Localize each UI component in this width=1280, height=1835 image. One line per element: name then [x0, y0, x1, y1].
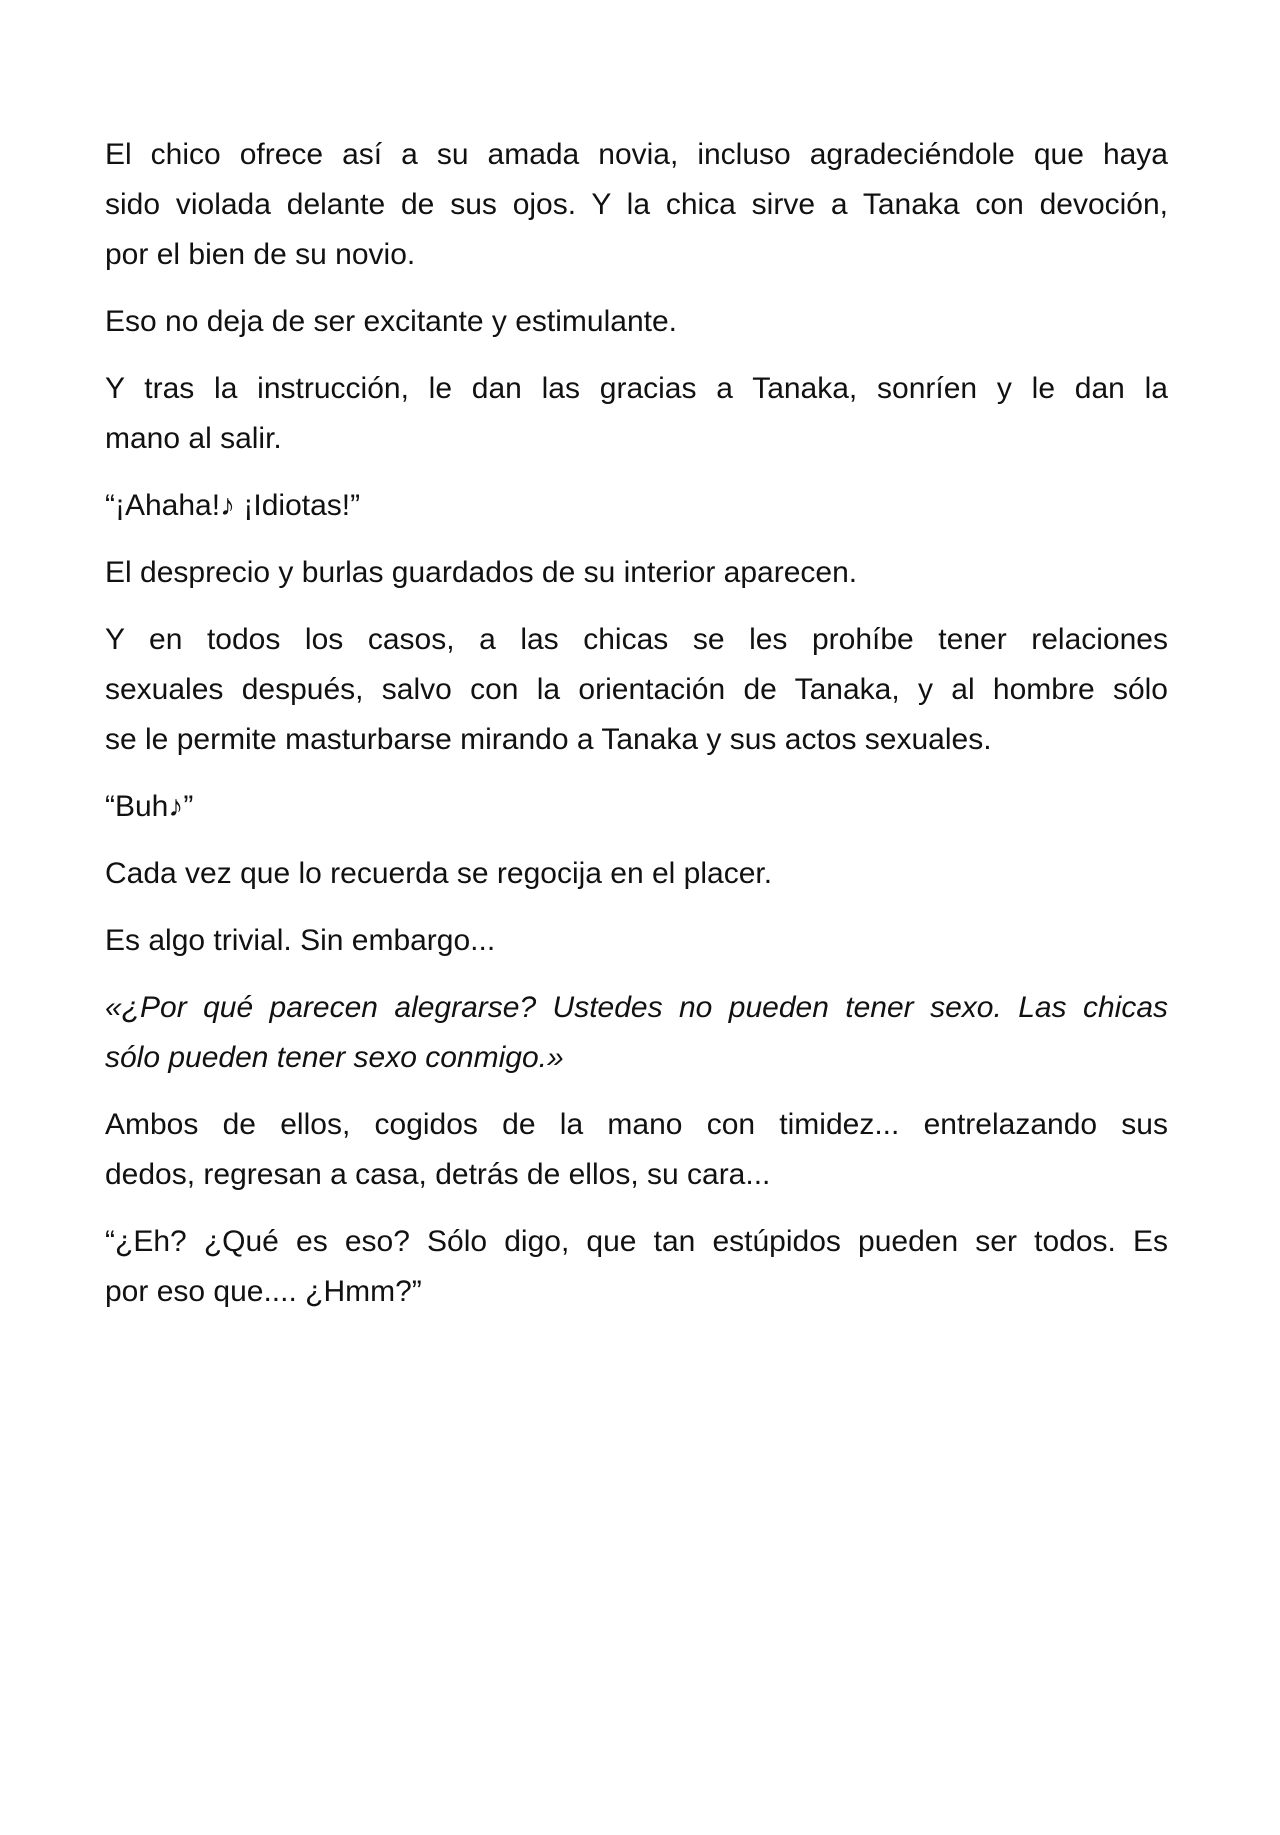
text-line: “¡Ahaha!♪ ¡Idiotas!” [105, 489, 361, 522]
document-page [105, 130, 1168, 1334]
paragraph [105, 782, 1168, 832]
paragraph [105, 548, 1168, 598]
text-line: «¿Por qué parecen alegrarse? Ustedes no pueden tener sexo. Las chicas [105, 991, 1168, 1024]
paragraph [105, 297, 1168, 347]
text-line: por el bien de su novio. [105, 238, 416, 271]
text-line: Eso no deja de ser excitante y estimulante. [105, 305, 677, 338]
paragraph [105, 130, 1168, 280]
text-line: dedos, regresan a casa, detrás de ellos, su cara... [105, 1158, 771, 1191]
text-line: mano al salir. [105, 422, 282, 455]
text-line: Y tras la instrucción, le dan las gracias a Tanaka, sonríen y le dan la [105, 372, 1168, 405]
text-line: El desprecio y burlas guardados de su interior aparecen. [105, 556, 858, 589]
text-line: Y en todos los casos, a las chicas se les prohíbe tener relaciones [105, 623, 1168, 656]
text-line: por eso que.... ¿Hmm?” [105, 1275, 422, 1308]
text-line: Es algo trivial. Sin embargo... [105, 924, 496, 957]
paragraph [105, 615, 1168, 765]
text-line: “Buh♪” [105, 790, 194, 823]
text-line: sido violada delante de sus ojos. Y la chica sirve a Tanaka con devoción, [105, 188, 1168, 221]
text-line: El chico ofrece así a su amada novia, incluso agradeciéndole que haya [105, 138, 1168, 171]
paragraph [105, 1100, 1168, 1200]
paragraph [105, 916, 1168, 966]
paragraph [105, 364, 1168, 464]
paragraph [105, 849, 1168, 899]
text-line: “¿Eh? ¿Qué es eso? Sólo digo, que tan estúpidos pueden ser todos. Es [105, 1225, 1168, 1258]
paragraph [105, 481, 1168, 531]
text-line: se le permite masturbarse mirando a Tanaka y sus actos sexuales. [105, 723, 992, 756]
paragraph [105, 1217, 1168, 1317]
text-line: sexuales después, salvo con la orientación de Tanaka, y al hombre sólo [105, 673, 1168, 706]
text-line: sólo pueden tener sexo conmigo.» [105, 1041, 564, 1074]
text-line: Cada vez que lo recuerda se regocija en el placer. [105, 857, 773, 890]
text-line: Ambos de ellos, cogidos de la mano con timidez... entrelazando sus [105, 1108, 1168, 1141]
paragraph [105, 983, 1168, 1083]
